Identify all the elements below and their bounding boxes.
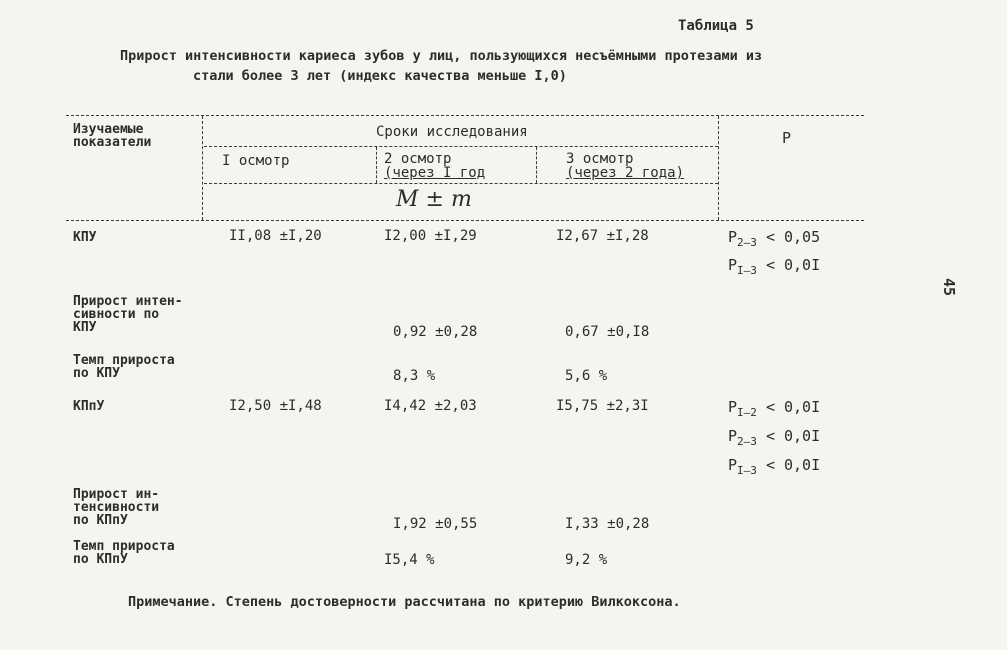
grid-col1-divider <box>202 116 203 220</box>
row-kpu-rate-exam3: 5,6 % <box>565 368 608 384</box>
p-letter: P <box>728 398 738 416</box>
table-title-line2: стали более 3 лет (индекс качества меньше I,0) <box>193 68 567 84</box>
row-kpu-rate-exam2: 8,3 % <box>393 368 436 384</box>
p-value: < 0,05 <box>765 228 821 246</box>
p-subscript: I–3 <box>737 264 757 277</box>
row-kpu-exam2: I2,00 ±I,29 <box>384 228 477 244</box>
header-exam3-line2: (через 2 года) <box>566 165 685 181</box>
page-number: 45 <box>940 277 959 297</box>
row-kppu-growth-exam3: I,33 ±0,28 <box>565 516 650 532</box>
p-letter: P <box>728 456 738 474</box>
row-kppu-p2 <box>728 427 821 448</box>
row-kpu-growth-exam2: 0,92 ±0,28 <box>393 324 478 340</box>
row-kpu-growth-exam3: 0,67 ±0,I8 <box>565 324 650 340</box>
p-letter: P <box>728 228 738 246</box>
p-subscript: 2–3 <box>737 236 757 249</box>
row-kpu-exam1: II,08 ±I,20 <box>229 228 322 244</box>
row-kpu-growth-label: Прирост интен- сивности по КПУ <box>73 294 183 335</box>
header-p: Р <box>782 129 792 147</box>
grid-p-divider <box>718 116 719 220</box>
row-kpu-exam3: I2,67 ±I,28 <box>556 228 649 244</box>
header-mean-sd: M ± m <box>396 187 472 212</box>
header-exam1: I осмотр <box>222 153 290 169</box>
row-kpu-p1 <box>728 228 821 249</box>
row-kppu-rate-label: Темп прироста по КПпУ <box>73 539 175 567</box>
p-value: < 0,0I <box>765 398 821 416</box>
row-kppu-label: КПпУ <box>73 399 105 414</box>
header-exam2-line1: 2 осмотр <box>384 151 452 167</box>
grid-col3-divider <box>536 147 537 183</box>
p-value: < 0,0I <box>765 256 821 274</box>
p-value: < 0,0I <box>765 427 821 445</box>
grid-subheader-rule <box>204 146 718 147</box>
grid-header-bottom-rule <box>66 220 864 221</box>
row-kppu-rate-exam3: 9,2 % <box>565 552 608 568</box>
row-kppu-exam2: I4,42 ±2,03 <box>384 398 477 414</box>
grid-col2-divider <box>376 147 377 183</box>
row-kpu-rate-label: Темп прироста по КПУ <box>73 353 175 381</box>
p-letter: P <box>728 256 738 274</box>
header-exam2 <box>384 152 485 180</box>
table-title-line1: Прирост интенсивности кариеса зубов у лиц, пользующихся несъёмными протезами из <box>120 48 763 64</box>
row-kpu-p2 <box>728 256 821 277</box>
grid-top-rule <box>66 115 864 116</box>
p-letter: P <box>728 427 738 445</box>
p-subscript: I–2 <box>737 406 757 419</box>
row-kppu-growth-label: Прирост ин- тенсивности по КПпУ <box>73 487 160 528</box>
row-kppu-exam3: I5,75 ±2,3I <box>556 398 649 414</box>
row-kppu-p3 <box>728 456 821 477</box>
row-kpu-label: КПУ <box>73 230 97 245</box>
grid-mean-rule <box>204 183 718 184</box>
p-value: < 0,0I <box>765 456 821 474</box>
row-kppu-p1 <box>728 398 821 419</box>
header-indicators: Изучаемые показатели <box>73 122 152 150</box>
table-label: Таблица 5 <box>678 18 754 34</box>
p-subscript: I–3 <box>737 464 757 477</box>
header-exam2-line2: (через I год <box>384 165 486 181</box>
header-terms: Сроки исследования <box>376 124 528 140</box>
row-kppu-exam1: I2,50 ±I,48 <box>229 398 322 414</box>
header-exam3-line1: 3 осмотр <box>566 151 634 167</box>
row-kppu-growth-exam2: I,92 ±0,55 <box>393 516 478 532</box>
p-subscript: 2–3 <box>737 435 757 448</box>
row-kppu-rate-exam2: I5,4 % <box>384 552 435 568</box>
table-note: Примечание. Степень достоверности рассчитана по критерию Вилкоксона. <box>128 594 681 610</box>
header-exam3 <box>566 152 684 180</box>
